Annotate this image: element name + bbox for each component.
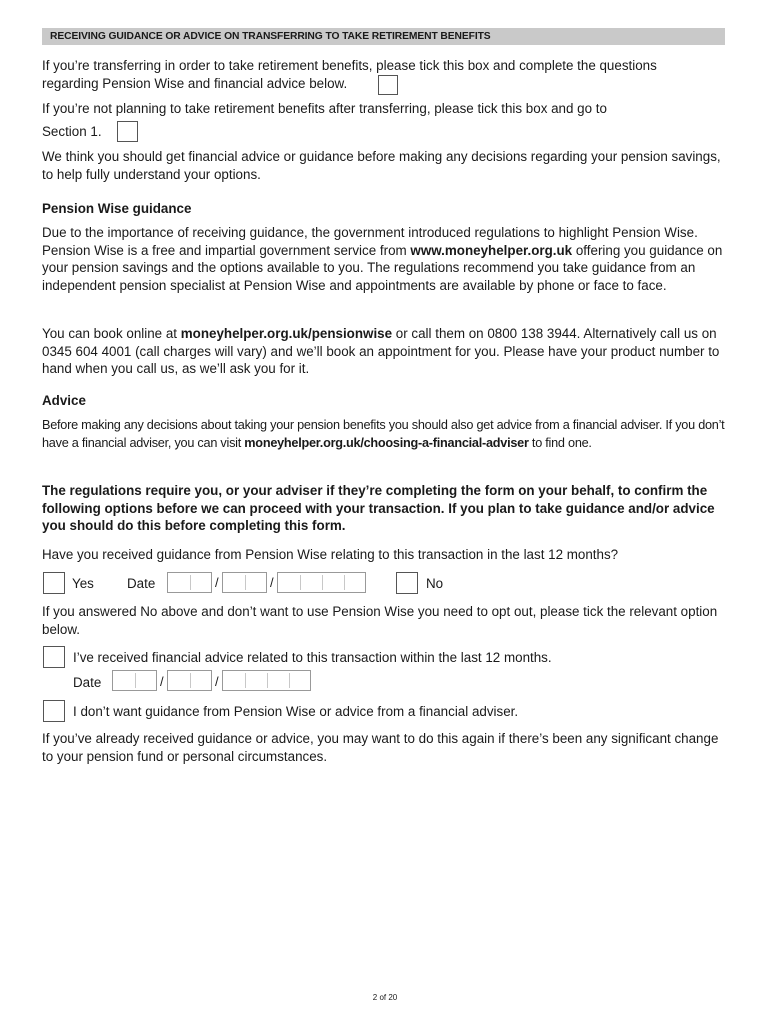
guidance-question: Have you received guidance from Pension Wise relating to this transaction in the last 12 months? [42, 547, 619, 562]
received-advice-checkbox[interactable] [43, 646, 65, 668]
no-label: No [426, 576, 444, 591]
advice-heading: Advice [42, 393, 86, 408]
advice-p1 [42, 417, 732, 452]
advice-date-label: Date [73, 675, 102, 690]
closing-text: If you’ve already received guidance or advice, you may want to do this again if there’s been any significant change to your pension fund or personal circumstances. [42, 731, 719, 764]
section-header [42, 28, 725, 45]
pension-wise-heading: Pension Wise guidance [42, 201, 192, 216]
date-separator: / [215, 674, 219, 689]
intro-p2b: Section 1. [42, 124, 102, 139]
not-taking-benefits-checkbox[interactable] [117, 121, 138, 142]
intro-p1b: regarding Pension Wise and financial advice below. [42, 76, 348, 91]
regulations-notice: The regulations require you, or your adviser if they’re completing the form on your behalf, to confirm the following options before we can proceed with your transaction. If you plan to take guidance and/or advice you should do this before completing this form. [42, 483, 715, 533]
guidance-date-month[interactable] [222, 572, 267, 593]
advice-date-day[interactable] [112, 670, 157, 691]
pension-wise-p2-text: You can book online at [42, 326, 181, 341]
pension-wise-p1-text-end: offering you guidance on your pension savings and the options available to you. The regulations recommend you take guidance from an independent pension specialist at Pension Wise and appointments are available by phone or face to face. [42, 242, 723, 293]
opt-out-text: If you answered No above and don’t want to use Pension Wise you need to opt out, please tick the relevant option below. [42, 604, 718, 637]
yes-label: Yes [72, 576, 94, 591]
no-checkbox[interactable] [396, 572, 418, 594]
section-header-text: RECEIVING GUIDANCE OR ADVICE ON TRANSFERRING TO TAKE RETIREMENT BENEFITS [50, 31, 491, 42]
guidance-date-day[interactable] [167, 572, 212, 593]
advice-date-month[interactable] [167, 670, 212, 691]
advice-p1-text: Before making any decisions about taking your pension benefits you should also get advice from a financial adviser. If you don’t have a financial adviser, you can visit [42, 418, 725, 450]
advice-p1-text-end: to find one. [528, 435, 592, 450]
pension-wise-p1 [42, 224, 732, 294]
no-guidance-label: I don’t want guidance from Pension Wise or advice from a financial adviser. [73, 704, 519, 719]
pension-wise-p2 [42, 325, 732, 378]
date-separator: / [160, 674, 164, 689]
pension-wise-p1-text: Due to the importance of receiving guidance, the government introduced regulations to highlight Pension Wise. Pension Wise is a free and impartial government service from [42, 225, 698, 258]
no-guidance-checkbox[interactable] [43, 700, 65, 722]
choosing-adviser-link[interactable]: moneyhelper.org.uk/choosing-a-financial-adviser [244, 435, 529, 450]
date-separator: / [270, 575, 274, 590]
page-number: 2 of 20 [372, 993, 398, 1002]
received-advice-label: I’ve received financial advice related to this transaction within the last 12 months. [73, 650, 552, 665]
moneyhelper-link[interactable]: www.moneyhelper.org.uk [410, 242, 573, 258]
date-label: Date [127, 576, 156, 591]
pensionwise-link[interactable]: moneyhelper.org.uk/pensionwise [180, 326, 393, 341]
intro-p3: We think you should get financial advice or guidance before making any decisions regarding your pension savings, to help fully understand your options. [42, 149, 721, 182]
advice-date-year[interactable] [222, 670, 311, 691]
date-separator: / [215, 575, 219, 590]
yes-checkbox[interactable] [43, 572, 65, 594]
pension-wise-p2-text-end: or call them on 0800 138 3944. Alternatively call us on 0345 604 4001 (call charges will vary) and we’ll book an appointment for you. Please have your product number to hand when you call us, as we’ll ask you for it. [42, 326, 720, 376]
intro-p2: If you’re not planning to take retirement benefits after transferring, please tick this box and go to [42, 101, 607, 116]
intro-p1: If you’re transferring in order to take retirement benefits, please tick this box and complete the questions [42, 58, 657, 73]
take-benefits-checkbox[interactable] [378, 75, 398, 95]
guidance-date-year[interactable] [277, 572, 366, 593]
